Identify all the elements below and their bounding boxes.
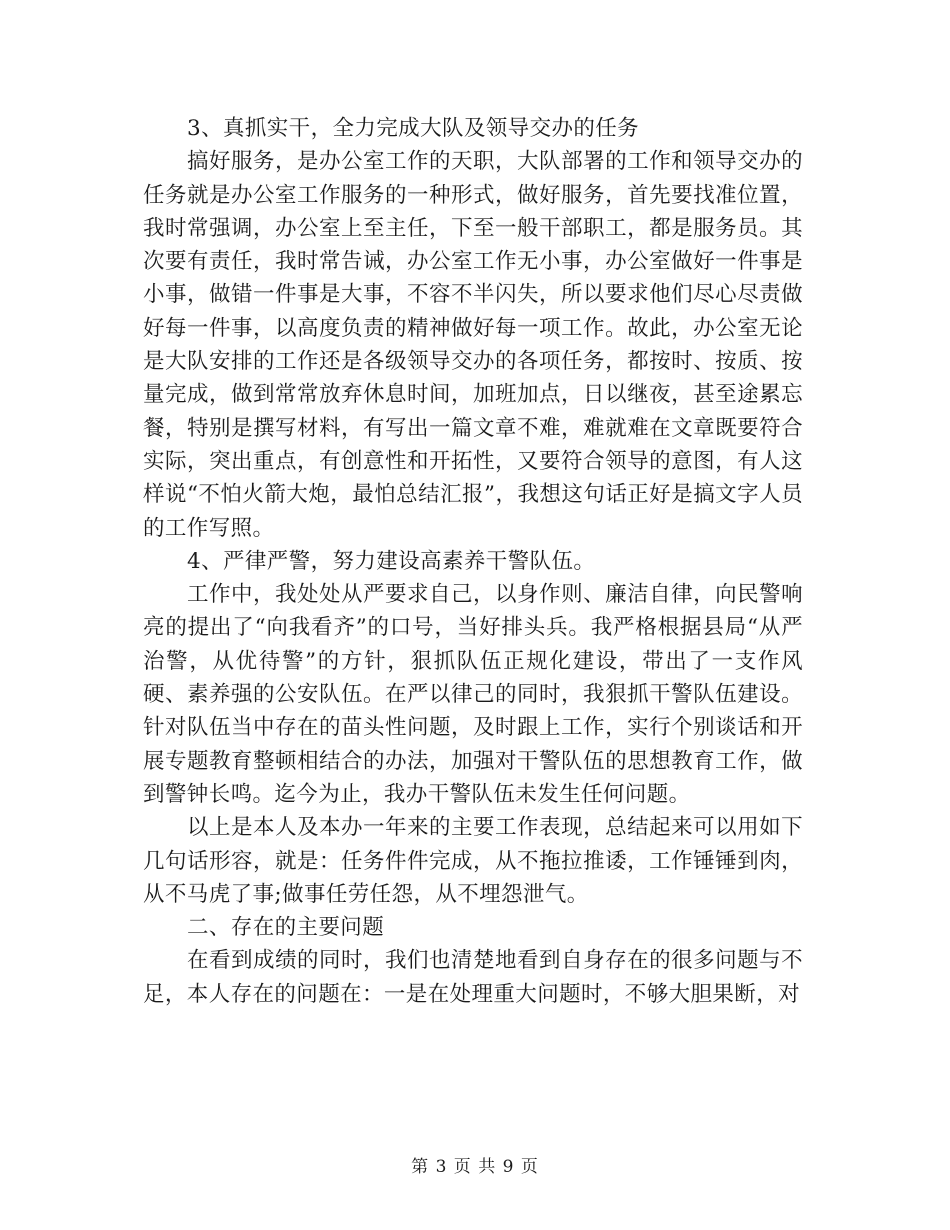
section-heading-3: 3、真抓实干，全力完成大队及领导交办的任务 [187, 116, 640, 141]
summary-paragraph: 以上是本人及本办一年来的主要工作表现，总结起来可以用如下几句话形容，就是：任务件件完成，从不拖拉推诿，工作锤锤到肉，从不马虎了事;做事任劳任怨，从不埋怨泄气。 [143, 815, 803, 907]
document-body [143, 112, 803, 1011]
body-paragraph: 搞好服务，是办公室工作的天职，大队部署的工作和领导交办的任务就是办公室工作服务的一种形式，做好服务，首先要找准位置，我时常强调，办公室上至主任，下至一般干部职工，都是服务员。其次要有责任，我时常告诫，办公室工作无小事，办公室做好一件事是小事，做错一件事是大事，不容不半闪失，所以要求他们尽心尽责做好每一件事，以高度负责的精神做好每一项工作。故此，办公室无论是大队安排的工作还是各级领导交办的各项任务，都按时、按质、按量完成，做到常常放弃休息时间，加班加点，日以继夜，甚至途累忘餐，特别是撰写材料，有写出一篇文章不难，难就难在文章既要符合实际，突出重点，有创意性和开拓性，又要符合领导的意图，有人这样说“不怕火箭大炮，最怕总结汇报”，我想这句话正好是搞文字人员的工作写照。 [143, 149, 803, 541]
body-paragraph: 工作中，我处处从严要求自己，以身作则、廉洁自律，向民警响亮的提出了“向我看齐”的口号，当好排头兵。我严格根据县局“从严治警，从优待警”的方针，狠抓队伍正规化建设，带出了一支作风硬、素养强的公安队伍。在严以律己的同时，我狠抓干警队伍建设。针对队伍当中存在的苗头性问题，及时跟上工作，实行个别谈话和开展专题教育整顿相结合的办法，加强对干警队伍的思想教育工作，做到警钟长鸣。迄今为止，我办干警队伍未发生任何问题。 [143, 582, 803, 807]
page-footer: 第 3 页 共 9 页 [411, 1157, 539, 1177]
section-heading-4: 4、严律严警，努力建设高素养干警队伍。 [187, 548, 596, 574]
section-heading-problems: 二、存在的主要问题 [187, 915, 385, 941]
body-paragraph: 在看到成绩的同时，我们也清楚地看到自身存在的很多问题与不足，本人存在的问题在：一是在处理重大问题时，不够大胆果断，对 [143, 948, 803, 1007]
